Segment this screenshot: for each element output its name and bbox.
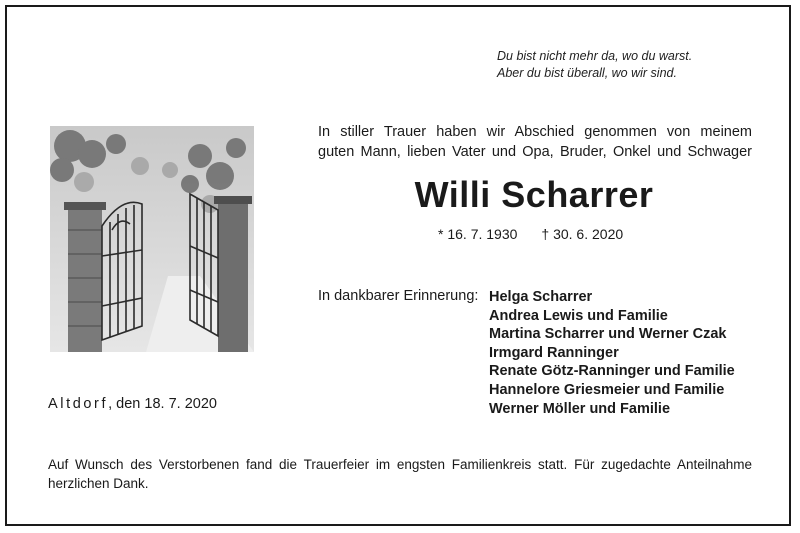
mourners-list bbox=[489, 288, 735, 418]
mourner-name: Renate Götz-Ranninger und Familie bbox=[489, 363, 735, 380]
mourner-name: Martina Scharrer und Werner Czak bbox=[489, 326, 727, 343]
place-and-date bbox=[48, 396, 217, 412]
intro-line: guten Mann, lieben Vater und Opa, Bruder, Onkel und Schwager bbox=[318, 144, 752, 160]
town-name: Altdorf bbox=[48, 396, 109, 412]
mourner-name: Irmgard Ranninger bbox=[489, 344, 619, 361]
intro-text bbox=[318, 122, 752, 162]
life-dates bbox=[438, 226, 623, 242]
notice-date: , den 18. 7. 2020 bbox=[108, 396, 217, 412]
footer-note: Auf Wunsch des Verstorbenen fand die Trauerfeier im engsten Familienkreis statt. Für zugedachte Anteilnahme herzlichen Dank. bbox=[48, 457, 752, 491]
mourner-name: Hannelore Griesmeier und Familie bbox=[489, 381, 725, 398]
motto-line: Aber du bist überall, wo wir sind. bbox=[497, 66, 677, 80]
mourner-name: Andrea Lewis und Familie bbox=[489, 307, 668, 324]
garden-gate-image bbox=[50, 126, 254, 352]
deceased-name: Willi Scharrer bbox=[414, 174, 654, 215]
mourner-name: Helga Scharrer bbox=[489, 289, 593, 305]
birth-date: * 16. 7. 1930 bbox=[438, 226, 518, 242]
motto-quote bbox=[497, 48, 692, 82]
mourners-label: In dankbarer Erinnerung: bbox=[318, 288, 479, 304]
death-date: † 30. 6. 2020 bbox=[541, 226, 624, 242]
mourner-name: Werner Möller und Familie bbox=[489, 400, 671, 417]
intro-line: In stiller Trauer haben wir Abschied genommen von meinem bbox=[318, 124, 752, 140]
motto-line: Du bist nicht mehr da, wo du warst. bbox=[497, 49, 693, 63]
